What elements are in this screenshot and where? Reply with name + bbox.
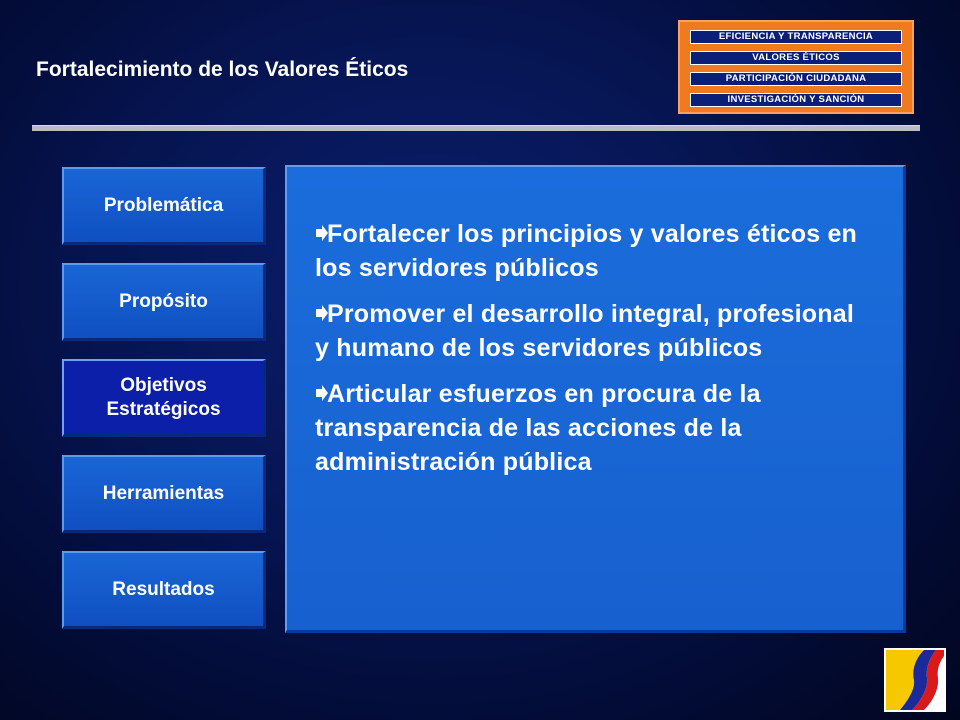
badge-item-investigacion: INVESTIGACIÓN Y SANCIÓN [690, 93, 902, 107]
bullet-list [315, 217, 863, 491]
page-title: Fortalecimiento de los Valores Éticos [36, 58, 409, 81]
badge-item-eficiencia: EFICIENCIA Y TRANSPARENCIA [690, 30, 902, 44]
header-divider [32, 125, 920, 131]
nav-label-problematica: Problemática [103, 194, 224, 216]
bullet-text: Fortalecer los principios y valores éticos en los servidores públicos [315, 220, 858, 282]
bullet-item [315, 217, 863, 285]
nav-button-resultados[interactable] [62, 551, 266, 629]
institution-logo [884, 648, 946, 712]
nav-button-herramientas[interactable] [62, 455, 266, 533]
bullet-item [315, 377, 863, 479]
badge-item-participacion: PARTICIPACIÓN CIUDADANA [690, 72, 902, 86]
nav-label-resultados: Resultados [112, 578, 215, 600]
badge-item-valores: VALORES ÉTICOS [690, 51, 902, 65]
nav-button-objetivos-estrategicos[interactable] [62, 359, 266, 437]
bullet-text: Articular esfuerzos en procura de la transparencia de las acciones de la administración pública [315, 380, 761, 476]
content-panel [285, 165, 906, 633]
nav-button-problematica[interactable] [62, 167, 266, 245]
program-badge [678, 20, 914, 114]
nav-label-herramientas: Herramientas [102, 482, 225, 504]
bullet-text: Promover el desarrollo integral, profesional y humano de los servidores públicos [315, 300, 855, 362]
nav-label-objetivos-line2: Estratégicos [106, 398, 221, 420]
nav-button-proposito[interactable] [62, 263, 266, 341]
nav-label-objetivos-line1: Objetivos [120, 374, 207, 396]
nav-label-proposito: Propósito [119, 290, 208, 312]
nav-label-objetivos [106, 374, 220, 422]
bullet-item [315, 297, 863, 365]
